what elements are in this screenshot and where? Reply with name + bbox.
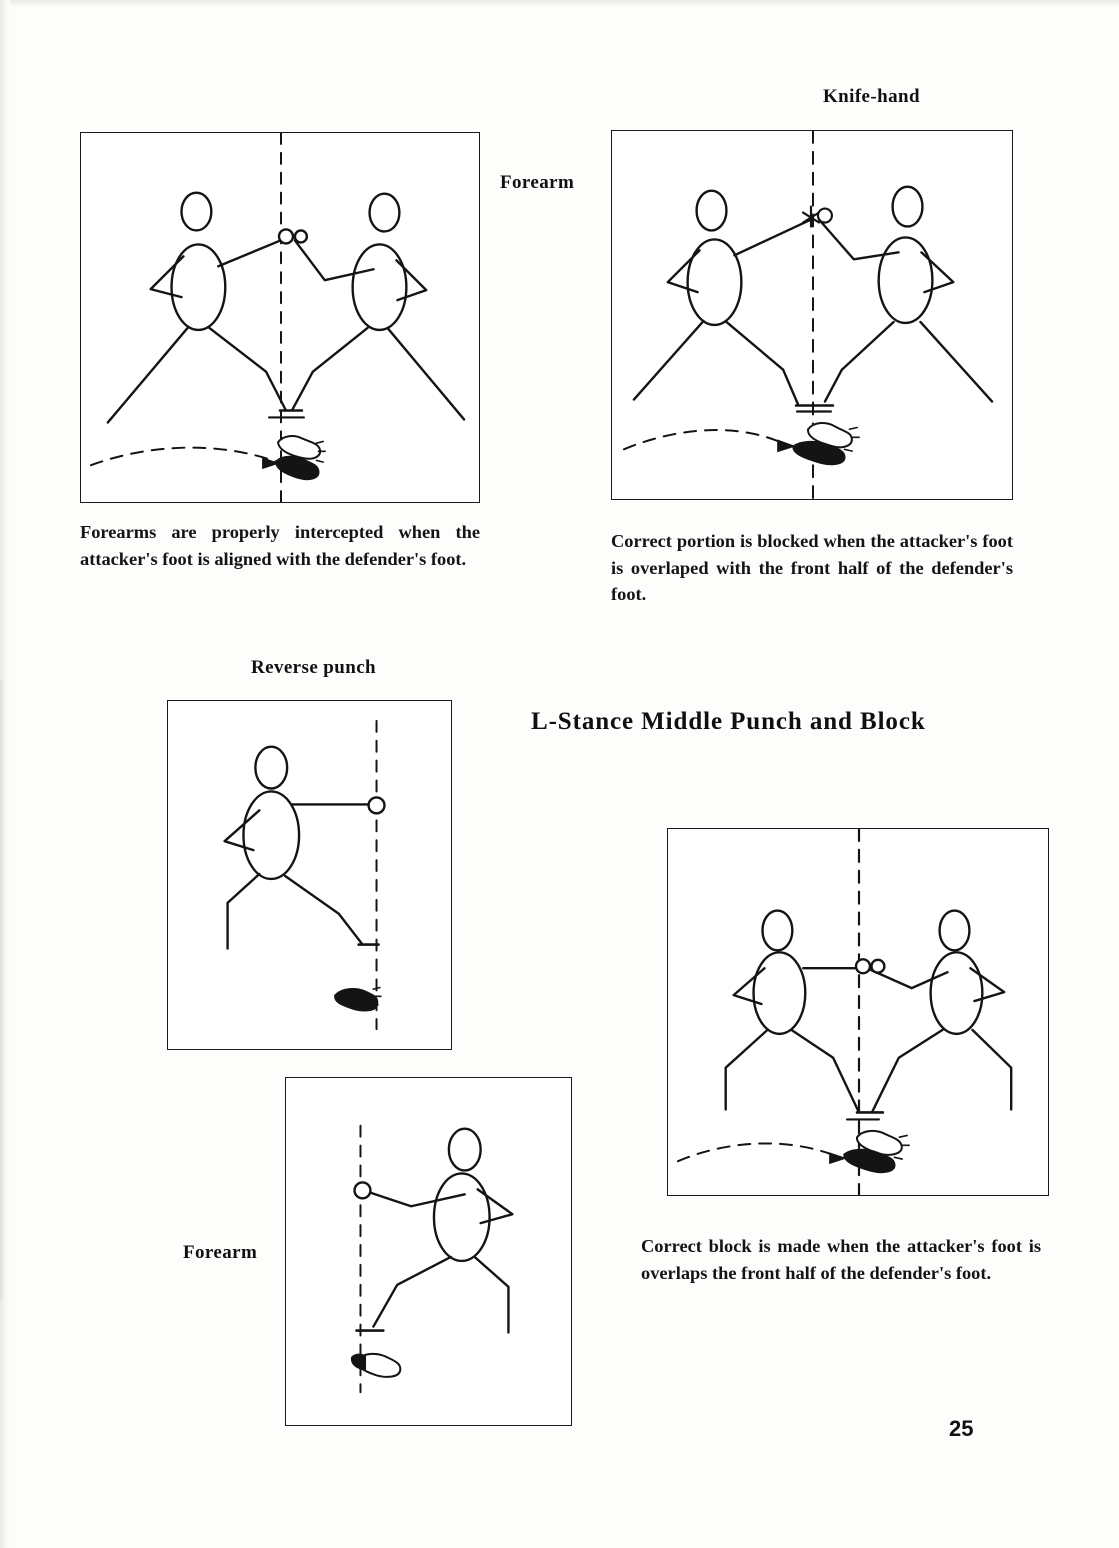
rear-leg-left <box>634 321 704 400</box>
page-number: 25 <box>949 1416 974 1441</box>
front-leg-right <box>872 1030 943 1113</box>
fist-punching <box>369 797 385 813</box>
front-leg-right <box>292 328 368 411</box>
front-leg-left <box>791 1030 859 1113</box>
scan-edge-middle <box>0 680 7 1300</box>
rear-leg-right <box>387 328 464 420</box>
torso-left <box>754 952 806 1034</box>
front-leg-right <box>825 322 894 402</box>
torso-left <box>688 239 742 325</box>
fist-right <box>871 960 884 973</box>
rear-arm <box>225 810 260 850</box>
torso <box>434 1173 490 1260</box>
figure-reverse-punch <box>167 700 452 1050</box>
label-forearm-top: Forearm <box>500 172 575 193</box>
front-leg <box>373 1257 450 1327</box>
fist-right <box>295 230 307 242</box>
rear-leg <box>228 874 260 949</box>
label-forearm-bottom: Forearm <box>183 1242 258 1263</box>
knife-hand-contact <box>803 207 832 227</box>
head-right <box>940 911 970 951</box>
heading-l-stance-middle-punch-and-block: L-Stance Middle Punch and Block <box>531 708 926 735</box>
head-left <box>181 193 211 231</box>
figure-knife-hand-block <box>611 130 1013 500</box>
figure-forearm-intercept <box>80 132 480 503</box>
front-leg <box>285 876 362 945</box>
step-arc-dashed <box>624 430 787 449</box>
rear-leg <box>475 1257 509 1333</box>
blocking-arm <box>369 1192 464 1206</box>
footprint-solid <box>276 456 319 479</box>
figure-forearm-block-single <box>285 1077 572 1426</box>
caption-forearm-intercept: Forearms are properly intercepted when the attacker's foot is aligned with the defender's foot. <box>80 522 480 569</box>
front-arm-left <box>218 239 283 266</box>
step-arc-dashed <box>678 1143 839 1161</box>
footprints <box>276 436 326 479</box>
footprints <box>844 1131 910 1173</box>
footprint-solid <box>335 989 378 1011</box>
rear-arm-right <box>396 260 426 300</box>
footprints <box>351 1354 400 1377</box>
rear-arm <box>478 1189 513 1223</box>
footprints <box>335 987 382 1010</box>
rear-leg-right <box>972 1030 1011 1110</box>
head <box>449 1129 481 1171</box>
rear-arm-right <box>970 968 1004 1001</box>
fist-left <box>279 229 293 243</box>
head <box>255 747 287 789</box>
rear-arm-left <box>668 250 700 292</box>
front-arm-right <box>819 220 899 260</box>
torso-right <box>931 952 983 1034</box>
head-left <box>697 191 727 231</box>
head-right <box>370 194 400 232</box>
footprint-heel-solid <box>351 1354 365 1369</box>
front-leg-left <box>209 328 286 411</box>
rear-leg-left <box>726 1030 768 1110</box>
caption-l-stance-block: Correct block is made when the attacker's foot is overlaps the front half of the defender's foot. <box>641 1236 1041 1283</box>
footprint-outline <box>278 436 320 459</box>
rear-arm-right <box>921 252 953 292</box>
footprints <box>793 423 860 465</box>
figure-l-stance-middle-punch-block <box>667 828 1049 1196</box>
torso-left <box>172 244 226 330</box>
rear-arm-left <box>734 968 765 1004</box>
torso-right <box>879 237 933 323</box>
label-reverse-punch: Reverse punch <box>251 657 376 678</box>
head-right <box>893 187 923 227</box>
caption-knife-hand-block: Correct portion is blocked when the attacker's foot is overlaped with the front half of the defender's foot. <box>611 531 1013 605</box>
scan-edge-top <box>0 0 1119 8</box>
fist-blocking <box>355 1182 371 1198</box>
step-arc-dashed <box>91 448 278 466</box>
rear-arm-left <box>151 256 184 297</box>
front-arm-left <box>734 220 811 256</box>
label-knife-hand: Knife-hand <box>823 86 920 107</box>
rear-leg-right <box>920 322 992 402</box>
torso-right <box>353 244 407 330</box>
fist-right <box>818 209 832 223</box>
head-left <box>763 911 793 951</box>
front-arm-right <box>295 240 374 280</box>
front-leg-left <box>726 322 798 405</box>
fist-left <box>856 959 870 973</box>
rear-leg-left <box>108 327 189 422</box>
